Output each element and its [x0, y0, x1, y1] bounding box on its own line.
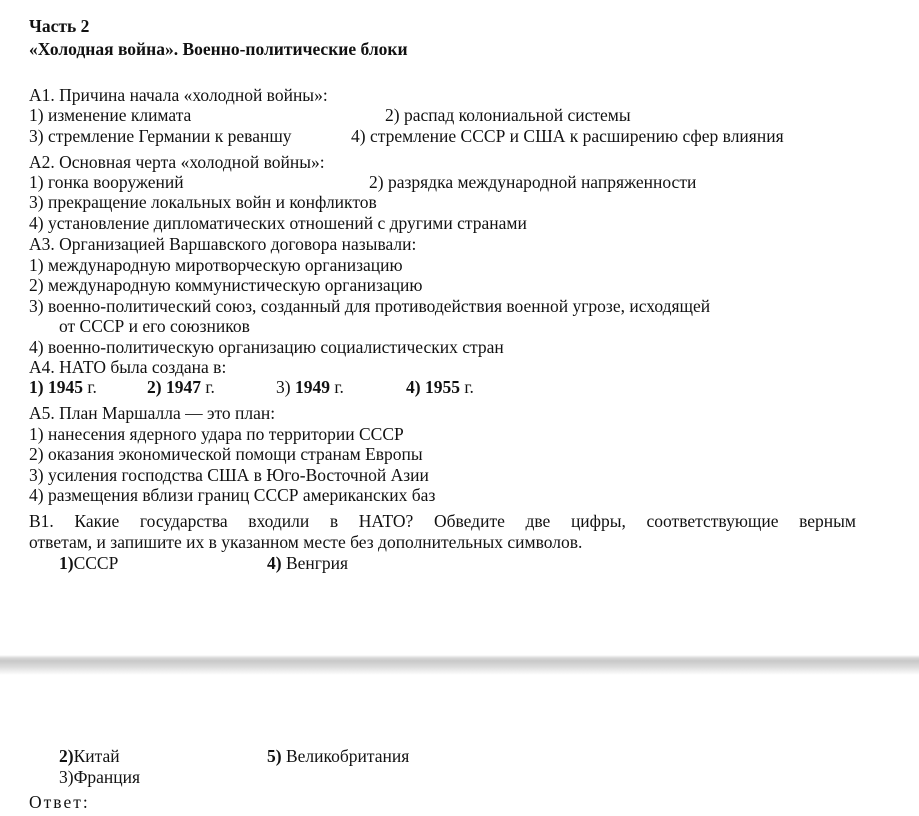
a3-option-3: 3) военно-политический союз, созданный для противодействия военной угрозе, исходящей — [29, 296, 711, 316]
question-a4: А4. НАТО была создана в: — [29, 357, 227, 377]
b1-option-4-number: 4) — [267, 553, 282, 573]
b1-option-4-text: Венгрия — [281, 553, 349, 573]
a4-option-3-suffix: г. — [329, 377, 344, 397]
b1-option-2 — [59, 746, 120, 766]
a2-option-3: 3) прекращение локальных войн и конфликтов — [29, 192, 377, 212]
a4-option-1-suffix: г. — [82, 377, 97, 397]
a1-option-1: 1) изменение климата — [29, 105, 192, 125]
a3-option-4: 4) военно-политическую организацию социалистических стран — [29, 337, 504, 357]
a2-option-1: 1) гонка вооружений — [29, 172, 184, 192]
a4-option-4-suffix: г. — [459, 377, 474, 397]
a2-option-4: 4) установление дипломатических отношений с другими странами — [29, 213, 527, 233]
a1-option-2: 2) распад колониальной системы — [385, 105, 631, 125]
b1-option-3-text: Франция — [73, 767, 141, 787]
question-a5: А5. План Маршалла — это план: — [29, 403, 276, 423]
b1-option-1-text: СССР — [73, 553, 119, 573]
a3-option-3-continued: от СССР и его союзников — [59, 316, 250, 336]
a5-option-3: 3) усиления господства США в Юго-Восточной Азии — [29, 465, 429, 485]
b1-option-3 — [59, 767, 140, 787]
b1-option-2-number: 2) — [59, 746, 74, 766]
a4-option-1 — [29, 377, 97, 397]
a4-option-3-year: 1949 — [294, 377, 330, 397]
b1-option-3-number: 3) — [59, 767, 74, 787]
answer-label: Ответ: — [29, 792, 90, 812]
page-title: «Холодная война». Военно-политические блоки — [29, 39, 408, 59]
a3-option-1: 1) международную миротворческую организацию — [29, 255, 403, 275]
a5-option-2: 2) оказания экономической помощи странам Европы — [29, 444, 423, 464]
b1-option-2-text: Китай — [73, 746, 120, 766]
b1-option-1-number: 1) — [59, 553, 74, 573]
question-a2: А2. Основная черта «холодной войны»: — [29, 152, 325, 172]
a4-option-2 — [147, 377, 215, 397]
part-heading: Часть 2 — [29, 16, 90, 36]
a4-option-1-value: 1) 1945 — [29, 377, 83, 397]
a4-option-2-suffix: г. — [200, 377, 215, 397]
b1-option-5-number: 5) — [267, 746, 282, 766]
question-b1-line-1: В1. Какие государства входили в НАТО? Обведите две цифры, соответствующие верным — [29, 511, 856, 531]
a4-option-4 — [406, 377, 474, 397]
question-a1: А1. Причина начала «холодной войны»: — [29, 85, 328, 105]
a2-option-2: 2) разрядка международной напряженности — [369, 172, 697, 192]
question-a3: А3. Организацией Варшавского договора называли: — [29, 234, 417, 254]
a1-option-3: 3) стремление Германии к реваншу — [29, 126, 292, 146]
a4-option-4-value: 4) 1955 — [406, 377, 460, 397]
b1-option-4 — [267, 553, 348, 573]
a4-option-2-value: 2) 1947 — [147, 377, 201, 397]
document-page-2 — [0, 675, 919, 816]
question-b1-line-2: ответам, и запишите их в указанном месте без дополнительных символов. — [29, 532, 583, 552]
a5-option-4: 4) размещения вблизи границ СССР американских баз — [29, 485, 436, 505]
a4-option-3 — [276, 377, 344, 397]
a1-option-4: 4) стремление СССР и США к расширению сфер влияния — [351, 126, 784, 146]
a4-option-3-number: 3) — [276, 377, 295, 397]
b1-option-1 — [59, 553, 118, 573]
b1-option-5 — [267, 746, 409, 766]
a5-option-1: 1) нанесения ядерного удара по территории СССР — [29, 424, 404, 444]
b1-option-5-text: Великобритания — [281, 746, 410, 766]
a3-option-2: 2) международную коммунистическую организацию — [29, 275, 423, 295]
page-break-divider — [0, 655, 919, 675]
